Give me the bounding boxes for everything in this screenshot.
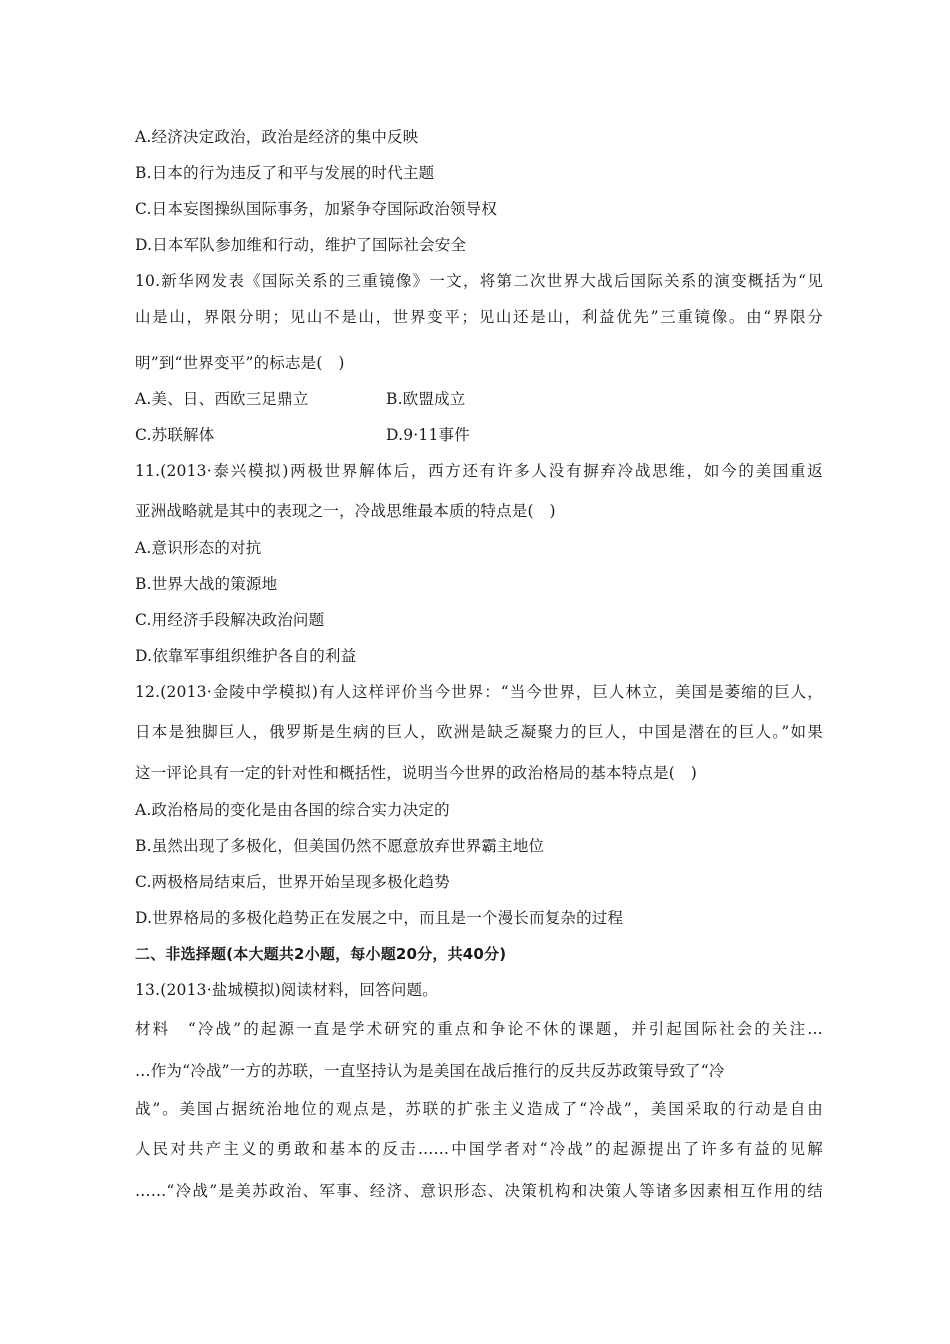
q9-option-a: A.经济决定政治，政治是经济的集中反映 [135,128,419,146]
q10-stem-line-1: 10.新华网发表《国际关系的三重镜像》一文，将第二次世界大战后国际关系的演变概括为“见 [135,272,823,290]
q9-option-d: D.日本军队参加维和行动，维护了国际社会安全 [135,236,467,254]
q12-option-d: D.世界格局的多极化趋势正在发展之中，而且是一个漫长而复杂的过程 [135,909,624,927]
q11-option-c: C.用经济手段解决政治问题 [135,611,325,629]
q10-option-c: C.苏联解体 [135,426,215,444]
q13-material-line-1: 材料 “冷战”的起源一直是学术研究的重点和争论不休的课题，并引起国际社会的关注… [135,1020,823,1038]
q10-option-d: D.9·11事件 [386,426,470,444]
q13-material-line-3: 战”。美国占据统治地位的观点是，苏联的扩张主义造成了“冷战”，美国采取的行动是自由 [135,1100,823,1118]
q11-option-d: D.依靠军事组织维护各自的利益 [135,647,357,665]
q9-option-b: B.日本的行为违反了和平与发展的时代主题 [135,164,435,182]
q10-stem-line-2: 山是山，界限分明；见山不是山，世界变平；见山还是山，利益优先”三重镜像。由“界限分 [135,308,823,326]
q13-material-line-4: 人民对共产主义的勇敢和基本的反击……中国学者对“冷战”的起源提出了许多有益的见解 [135,1140,823,1158]
q11-option-b: B.世界大战的策源地 [135,575,278,593]
q10-option-b: B.欧盟成立 [386,390,466,408]
q12-stem-line-2: 日本是独脚巨人，俄罗斯是生病的巨人，欧洲是缺乏凝聚力的巨人，中国是潜在的巨人。”如果 [135,723,823,741]
q13-material-line-5: ……“冷战”是美苏政治、军事、经济、意识形态、决策机构和决策人等诸多因素相互作用的结 [135,1182,823,1200]
q10-option-a: A.美、日、西欧三足鼎立 [135,390,309,408]
q12-option-c: C.两极格局结束后，世界开始呈现多极化趋势 [135,873,450,891]
q13-material-line-2: …作为“冷战”一方的苏联，一直坚持认为是美国在战后推行的反共反苏政策导致了“冷 [135,1062,725,1080]
q10-option-row-1 [135,389,466,409]
q12-stem-line-3: 这一评论具有一定的针对性和概括性，说明当今世界的政治格局的基本特点是( ) [135,764,697,782]
section-2-heading: 二、非选择题(本大题共2小题，每小题20分，共40分) [135,945,507,963]
q10-stem-line-3: 明”到“世界变平”的标志是( ) [135,354,345,372]
q10-option-row-2 [135,425,470,445]
q11-option-a: A.意识形态的对抗 [135,539,262,557]
q11-stem-line-2: 亚洲战略就是其中的表现之一，冷战思维最本质的特点是( ) [135,502,556,520]
q12-option-a: A.政治格局的变化是由各国的综合实力决定的 [135,801,450,819]
q12-option-b: B.虽然出现了多极化，但美国仍然不愿意放弃世界霸主地位 [135,837,545,855]
q11-stem-line-1: 11.(2013·泰兴模拟)两极世界解体后，西方还有许多人没有摒弃冷战思维，如今的美国重返 [135,462,823,480]
q9-option-c: C.日本妄图操纵国际事务，加紧争夺国际政治领导权 [135,200,498,218]
q12-stem-line-1: 12.(2013·金陵中学模拟)有人这样评价当今世界：“当今世界，巨人林立，美国是萎缩的巨人， [135,683,823,701]
q13-stem: 13.(2013·盐城模拟)阅读材料，回答问题。 [135,981,438,999]
